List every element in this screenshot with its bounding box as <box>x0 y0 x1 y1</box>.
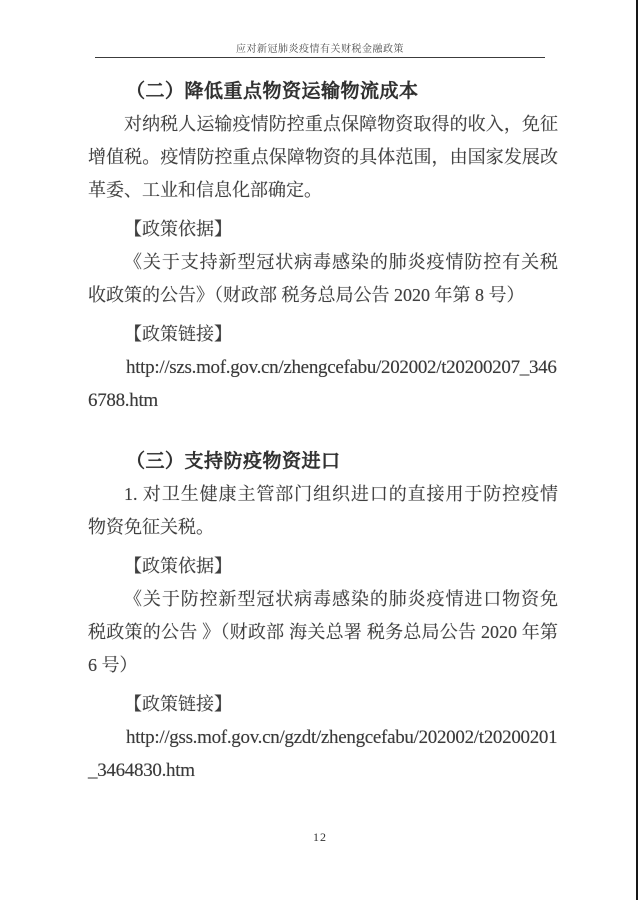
url-line: _3464830.htm <box>88 760 195 781</box>
basis-line: 税政策的公告 》（财政部 海关总署 税务总局公告 2020 年第 <box>88 622 558 642</box>
basis-line: 《关于防控新型冠状病毒感染的肺炎疫情进口物资免 <box>124 589 558 609</box>
section-paragraph <box>88 478 558 544</box>
section-heading: （二）降低重点物资运输物流成本 <box>126 81 419 102</box>
page-number: 12 <box>313 830 327 844</box>
url-line: http://gss.mof.gov.cn/gzdt/zhengcefabu/202002/t20200201 <box>126 727 558 748</box>
policy-link-label: 【政策链接】 <box>124 694 232 714</box>
body-line: 对纳税人运输疫情防控重点保障物资取得的收入，免征 <box>124 114 558 134</box>
section-paragraph <box>88 108 558 207</box>
section-heading: （三）支持防疫物资进口 <box>126 451 341 472</box>
body-line: 增值税。疫情防控重点保障物资的具体范围，由国家发展改 <box>88 147 558 167</box>
policy-basis-label: 【政策依据】 <box>124 219 232 239</box>
body-line: 1. 对卫生健康主管部门组织进口的直接用于防控疫情 <box>124 484 558 504</box>
policy-basis-text <box>88 583 558 682</box>
policy-basis-text <box>88 246 558 312</box>
basis-line: 收政策的公告》（财政部 税务总局公告 2020 年第 8 号） <box>88 285 525 305</box>
header-rule <box>95 57 545 58</box>
scan-edge-line <box>636 0 638 900</box>
basis-line: 《关于支持新型冠状病毒感染的肺炎疫情防控有关税 <box>124 252 558 272</box>
url-line: http://szs.mof.gov.cn/zhengcefabu/202002/t20200207_346 <box>126 357 557 378</box>
policy-link-text <box>88 351 558 417</box>
policy-basis-label: 【政策依据】 <box>124 556 232 576</box>
running-header: 应对新冠肺炎疫情有关财税金融政策 <box>236 44 404 55</box>
basis-line: 6 号） <box>88 655 138 675</box>
section-transport-cost <box>88 75 558 417</box>
url-line: 6788.htm <box>88 390 158 411</box>
policy-link-text <box>88 721 558 787</box>
document-body <box>88 75 558 787</box>
body-line: 革委、工业和信息化部确定。 <box>88 180 322 200</box>
policy-link-label: 【政策链接】 <box>124 324 232 344</box>
body-line: 物资免征关税。 <box>88 517 214 537</box>
section-import-support <box>88 445 558 787</box>
